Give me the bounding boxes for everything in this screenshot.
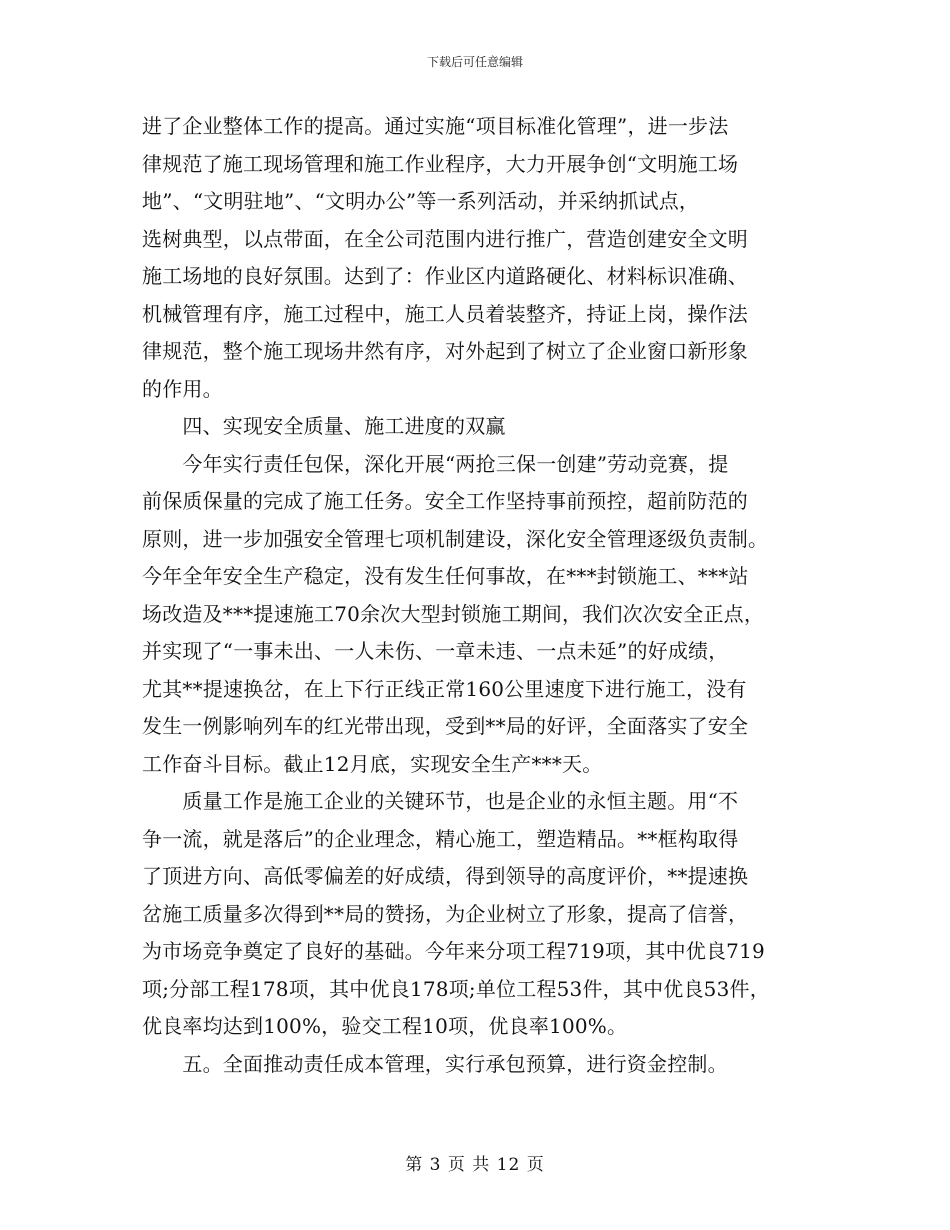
body-line: 律规范，整个施工现场井然有序，对外起到了树立了企业窗口新形象 xyxy=(142,339,748,363)
page-header: 下载后可任意编辑 xyxy=(426,55,523,69)
body-line: 前保质保量的完成了施工任务。安全工作坚持事前预控，超前防范的 xyxy=(142,489,748,513)
body-line: 的作用。 xyxy=(142,376,223,401)
body-line: 发生一例影响列车的红光带出现，受到**局的好评，全面落实了安全 xyxy=(142,714,749,738)
body-line: 机械管理有序，施工过程中，施工人员着装整齐，持证上岗，操作法 xyxy=(142,301,748,326)
body-line: 今年实行责任包保，深化开展“两抢三保一创建”劳动竞赛，提 xyxy=(142,451,729,476)
body-line: 地”、“文明驻地”、“文明办公”等一系列活动，并采纳抓试点， xyxy=(142,189,700,213)
body-line: 选树典型，以点带面，在全公司范围内进行推广，营造创建安全文明 xyxy=(142,226,748,251)
body-line: 并实现了“一事未出、一人未伤、一章未违、一点未延”的好成绩， xyxy=(142,639,729,663)
page-number-footer: 第 3 页 共 12 页 xyxy=(405,1155,545,1175)
body-line: 优良率均达到100%，验交工程10项，优良率100%。 xyxy=(142,1014,628,1038)
body-line: 原则，进一步加强安全管理七项机制建设，深化安全管理逐级负责制。 xyxy=(142,526,769,551)
body-line: 工作奋斗目标。截止12月底，实现安全生产***天。 xyxy=(142,751,603,776)
body-line: 施工场地的良好氛围。达到了：作业区内道路硬化、材料标识准确、 xyxy=(142,264,748,288)
body-line: 质量工作是施工企业的关键环节，也是企业的永恒主题。用“不 xyxy=(142,789,739,813)
body-line: 场改造及***提速施工70余次大型封锁施工期间，我们次次安全正点， xyxy=(142,601,765,626)
body-line: 进了企业整体工作的提高。通过实施“项目标准化管理”，进一步法 xyxy=(142,114,729,138)
document-body xyxy=(142,108,822,1083)
body-line: 争一流，就是落后”的企业理念，精心施工，塑造精品。**框构取得 xyxy=(142,826,739,851)
body-line: 今年全年安全生产稳定，没有发生任何事故，在***封锁施工、***站 xyxy=(142,564,749,588)
body-line: 律规范了施工现场管理和施工作业程序，大力开展争创“文明施工场 xyxy=(142,151,739,176)
body-line: 为市场竞争奠定了良好的基础。今年来分项工程719项，其中优良719 xyxy=(142,939,765,963)
body-line: 岔施工质量多次得到**局的赞扬，为企业树立了形象，提高了信誉， xyxy=(142,901,749,926)
section-heading: 四、实现安全质量、施工进度的双赢 xyxy=(142,414,506,438)
body-line: 尤其**提速换岔，在上下行正线正常160公里速度下进行施工，没有 xyxy=(142,676,747,701)
section-heading: 五。全面推动责任成本管理，实行承包预算，进行资金控制。 xyxy=(142,1051,728,1076)
body-line: 项;分部工程178项，其中优良178项;单位工程53件，其中优良53件， xyxy=(142,976,770,1001)
body-line: 了顶进方向、高低零偏差的好成绩，得到领导的高度评价，**提速换 xyxy=(142,864,749,888)
